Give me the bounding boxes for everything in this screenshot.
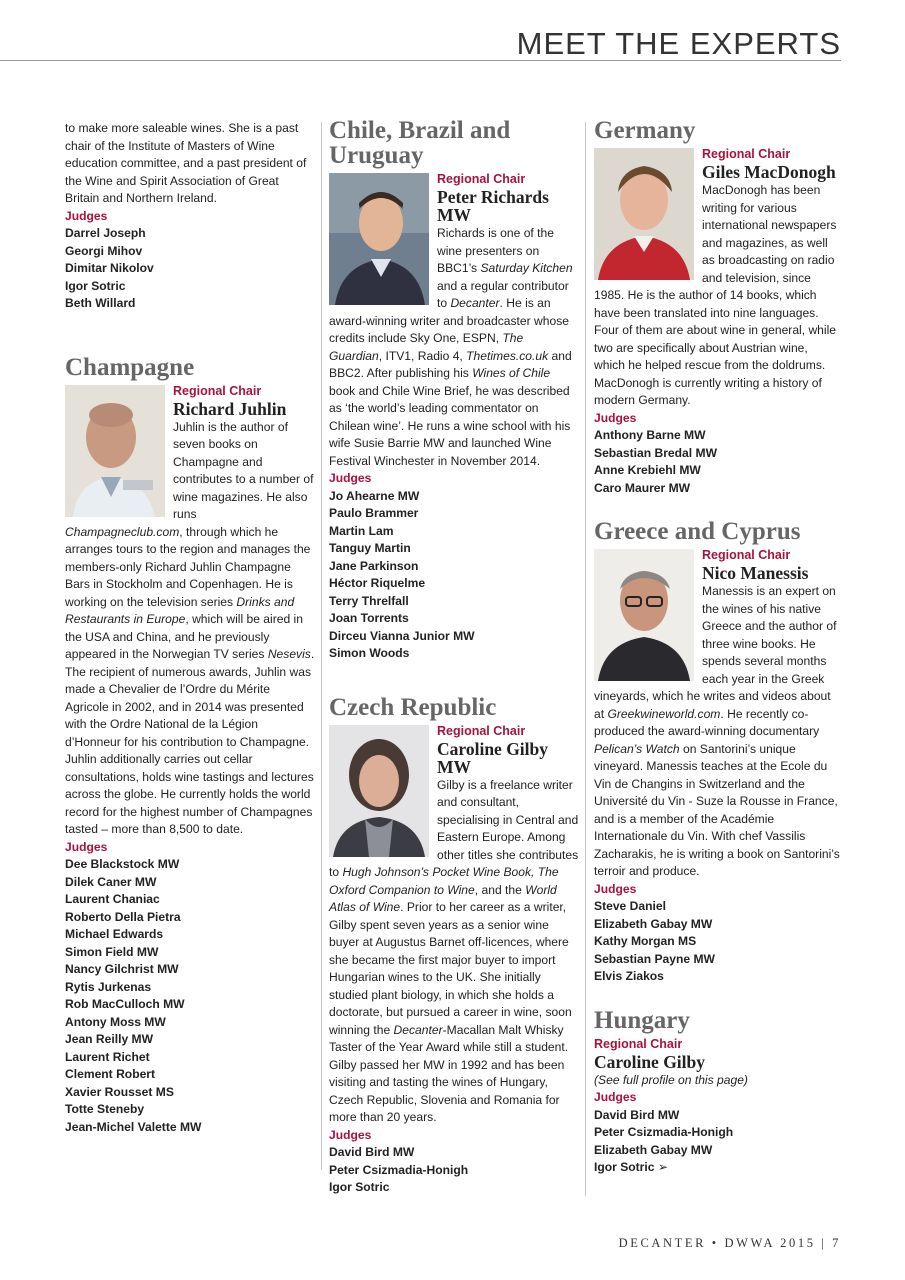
judges-label: Judges [65,208,108,223]
judge-name: Kathy Morgan MS [594,934,697,948]
judges-label: Judges [594,1090,637,1104]
region-heading: Greece and Cyprus [594,518,801,545]
role-label: Regional Chair [702,147,791,161]
judge-name: Sebastian Payne MW [594,951,715,966]
judges-list [329,488,579,663]
role-label: Regional Chair [594,1036,683,1051]
judge-name: Martin Lam [329,523,394,538]
expert-bio: Manessis is an expert on the wines of his native Greece and the author of three wine books. He spends several months each year in the Greek vineyards, which he writes and videos about at Greekwineworld.com. He recently co-produced the award-winning documentary Pelican’s Watch on Santorini’s unique vineyard. Manessis teaches at the Ecole du Vin de Changins in Switzerland and the Université du Vin - Suze la Rousse in France, and is a member of the Académie Internationale du Vin. With chef Vassilis Zacharakis, he is writing a book on Santorini’s terroir and produce. [594,584,840,878]
judges-label: Judges [329,1127,372,1142]
judge-name: Dilek Caner MW [65,874,157,889]
hungary-section [594,1008,842,1177]
judges-label: Judges [65,839,108,854]
region-heading: Champagne [65,353,195,381]
role-label: Regional Chair [702,548,791,562]
judge-name: Simon Field MW [65,944,159,959]
judge-name: Elvis Ziakos [594,969,664,983]
judge-name: Rob MacCulloch MW [65,997,185,1011]
caroline-gilby-photo [329,725,429,857]
judge-name: Peter Csizmadia-Honigh [594,1125,734,1139]
judges-label: Judges [594,410,637,425]
intro-text: to make more saleable wines. She is a past chair of the Institute of Masters of Wine education committee, and a past president of the Wine and Spirit Association of Great Britain and Northern Ireland. [65,121,307,205]
role-label: Regional Chair [173,383,262,398]
judge-name: Totte Steneby [65,1102,145,1116]
champagne-section [65,355,315,1137]
role-label: Regional Chair [437,172,526,186]
expert-name: Giles MacDonogh [702,162,836,182]
judge-name: Terry Threlfall [329,593,409,608]
judges-list [594,427,842,497]
judge-name: Elizabeth Gabay MW [594,1142,713,1157]
judge-name: Dee Blackstock MW [65,857,180,871]
region-heading: Czech Republic [329,693,497,721]
expert-bio: Richards is one of the wine presenters on BBC1’s Saturday Kitchen and a regular contributor to Decanter. He is an award-winning writer and broadcaster whose credits include Sky One, ESPN, The Guardian, ITV1, Radio 4, Thetimes.co.uk and BBC2. After publishing his Wines of Chile book and Chile Wine Brief, he was described as ‘the world’s leading commentator on Chilean wine’. He runs a wine school with his wife Susie Barrie MW and launched Wine Festival Winchester in November 2014. [329,226,573,468]
column-1 [65,118,315,1136]
germany-section [594,118,842,497]
greece-section [594,519,842,986]
judges-list [594,1107,842,1160]
column-3 [594,118,842,1177]
expert-name: Richard Juhlin [173,398,287,419]
judge-name: Sebastian Bredal MW [594,445,717,460]
judge-name: Jo Ahearne MW [329,488,420,503]
chile-section [329,118,579,663]
expert-bio: Gilby is a freelance writer and consultant, specialising in Central and Eastern Europe. Among other titles she contributes to Hugh Johnson’s Pocket Wine Book, The Oxford Companion to Wine, and the World Atlas of Wine. Prior to her career as a writer, Gilby spent seven years as a senior wine buyer at Augustus Barnet off-licences, where she became the first major buyer to import Hungarian wines to the UK. She initially studied plant biology, in which she holds a doctorate, but pursued a career in wine, soon winning the Decanter-Macallan Malt Whisky Taster of the Year Award while still a student. Gilby passed her MW in 1992 and has been visiting and tasting the wines of Hungary, Czech Republic, Slovenia and Romania for more than 20 years. [329,777,579,1124]
judge-name: Steve Daniel [594,899,666,913]
judge-name: Peter Csizmadia-Honigh [329,1162,469,1177]
judge-name: Dirceu Vianna Junior MW [329,628,475,643]
column-divider [585,122,586,1196]
judge-name: David Bird MW [329,1145,415,1159]
judges-list [65,856,315,1136]
header-rule [0,60,841,61]
page-footer: DECANTER • DWWA 2015 | 7 [618,1236,841,1250]
judge-name: Roberto Della Pietra [65,909,181,924]
column-2 [329,118,579,1197]
judge-name: Héctor Riquelme [329,576,426,590]
expert-name: Nico Manessis [702,563,809,583]
judge-name: Simon Woods [329,646,410,660]
judge-name: Xavier Rousset MS [65,1084,174,1099]
judges-label: Judges [594,881,637,896]
judge-name: Dimitar Nikolov [65,261,154,275]
expert-name: Caroline Gilby [594,1051,706,1072]
judge-name: Joan Torrents [329,611,409,625]
expert-bio: MacDonogh has been writing for various international newspapers and magazines, as well as broadcasting on radio and television, since 1985. He is the author of 14 books, which have been translated into nine languages. Four of them are about wine in general, while two are specifically about Austrian wine, which he helped rescue from the doldrums. MacDonogh is currently writing a history of modern Germany. [594,183,837,407]
judge-name: Igor Sotric [329,1180,390,1194]
judge-name: Caro Maurer MW [594,480,691,495]
judge-name: Paulo Brammer [329,506,419,520]
judge-name: Igor Sotric [65,278,126,293]
region-heading: Germany [594,117,696,144]
see-profile-note: (See full profile on this page) [594,1072,748,1087]
region-heading: Chile, Brazil and Uruguay [329,117,511,169]
judge-name: Jane Parkinson [329,558,419,573]
region-heading: Hungary [594,1006,690,1034]
role-label: Regional Chair [437,723,526,738]
czech-section [329,695,579,1197]
judges-list [594,898,842,986]
giles-macdonogh-photo [594,148,694,280]
expert-name: Peter Richards MW [437,187,549,225]
judge-name: Laurent Richet [65,1049,150,1064]
judge-name: Michael Edwards [65,927,164,941]
judge-name: Clement Robert [65,1067,156,1081]
judge-name: Nancy Gilchrist MW [65,962,179,976]
judges-label: Judges [329,471,372,485]
judge-name: Georgi Mihov [65,243,143,258]
judge-name: Jean-Michel Valette MW [65,1119,202,1134]
judge-name: David Bird MW [594,1107,680,1122]
judge-name: Laurent Chaniac [65,892,160,906]
judges-list [329,1144,579,1197]
judge-name: Tanguy Martin [329,541,411,555]
judge-name: Anthony Barne MW [594,428,706,442]
expert-name: Caroline Gilby MW [437,738,549,777]
judge-name: Antony Moss MW [65,1014,166,1029]
page-header-title: MEET THE EXPERTS [516,26,841,61]
peter-richards-photo [329,173,429,305]
column-divider [321,122,322,1170]
continue-arrow-icon: ➢ [657,1160,668,1174]
judge-name: Rytis Jurkenas [65,979,152,994]
judge-last: Igor Sotric ➢ [594,1160,668,1174]
judge-name: Darrel Joseph [65,226,146,240]
expert-bio: Juhlin is the author of seven books on Champagne and contributes to a number of wine magazines. He also runs Champagneclub.com, through which he arranges tours to the region and manages the members-only Richard Juhlin Champagne Bars in Stockholm and Copenhagen. He is working on the television series Drinks and Restaurants in Europe, which will be aired in the USA and China, and he previously appeared in the Norwegian TV series Nesevis. The recipient of numerous awards, Juhlin was made a Chevalier de l’Ordre du Mérite Agricole in 2002, and in 2014 was presented with the Ordre National de la Légion d’Honneur for his contribution to Champagne. Juhlin additionally carries out cellar consultations, holds wine tastings and lectures across the globe. He currently holds the world record for the highest number of Champagnes tasted – more than 8,500 to date. [65,419,315,836]
judge-name: Beth Willard [65,296,136,310]
richard-juhlin-photo [65,385,165,517]
judge-name: Anne Krebiehl MW [594,463,701,477]
judges-list [65,225,315,313]
judge-name: Elizabeth Gabay MW [594,916,713,931]
judge-name: Jean Reilly MW [65,1032,154,1046]
nico-manessis-photo [594,549,694,681]
